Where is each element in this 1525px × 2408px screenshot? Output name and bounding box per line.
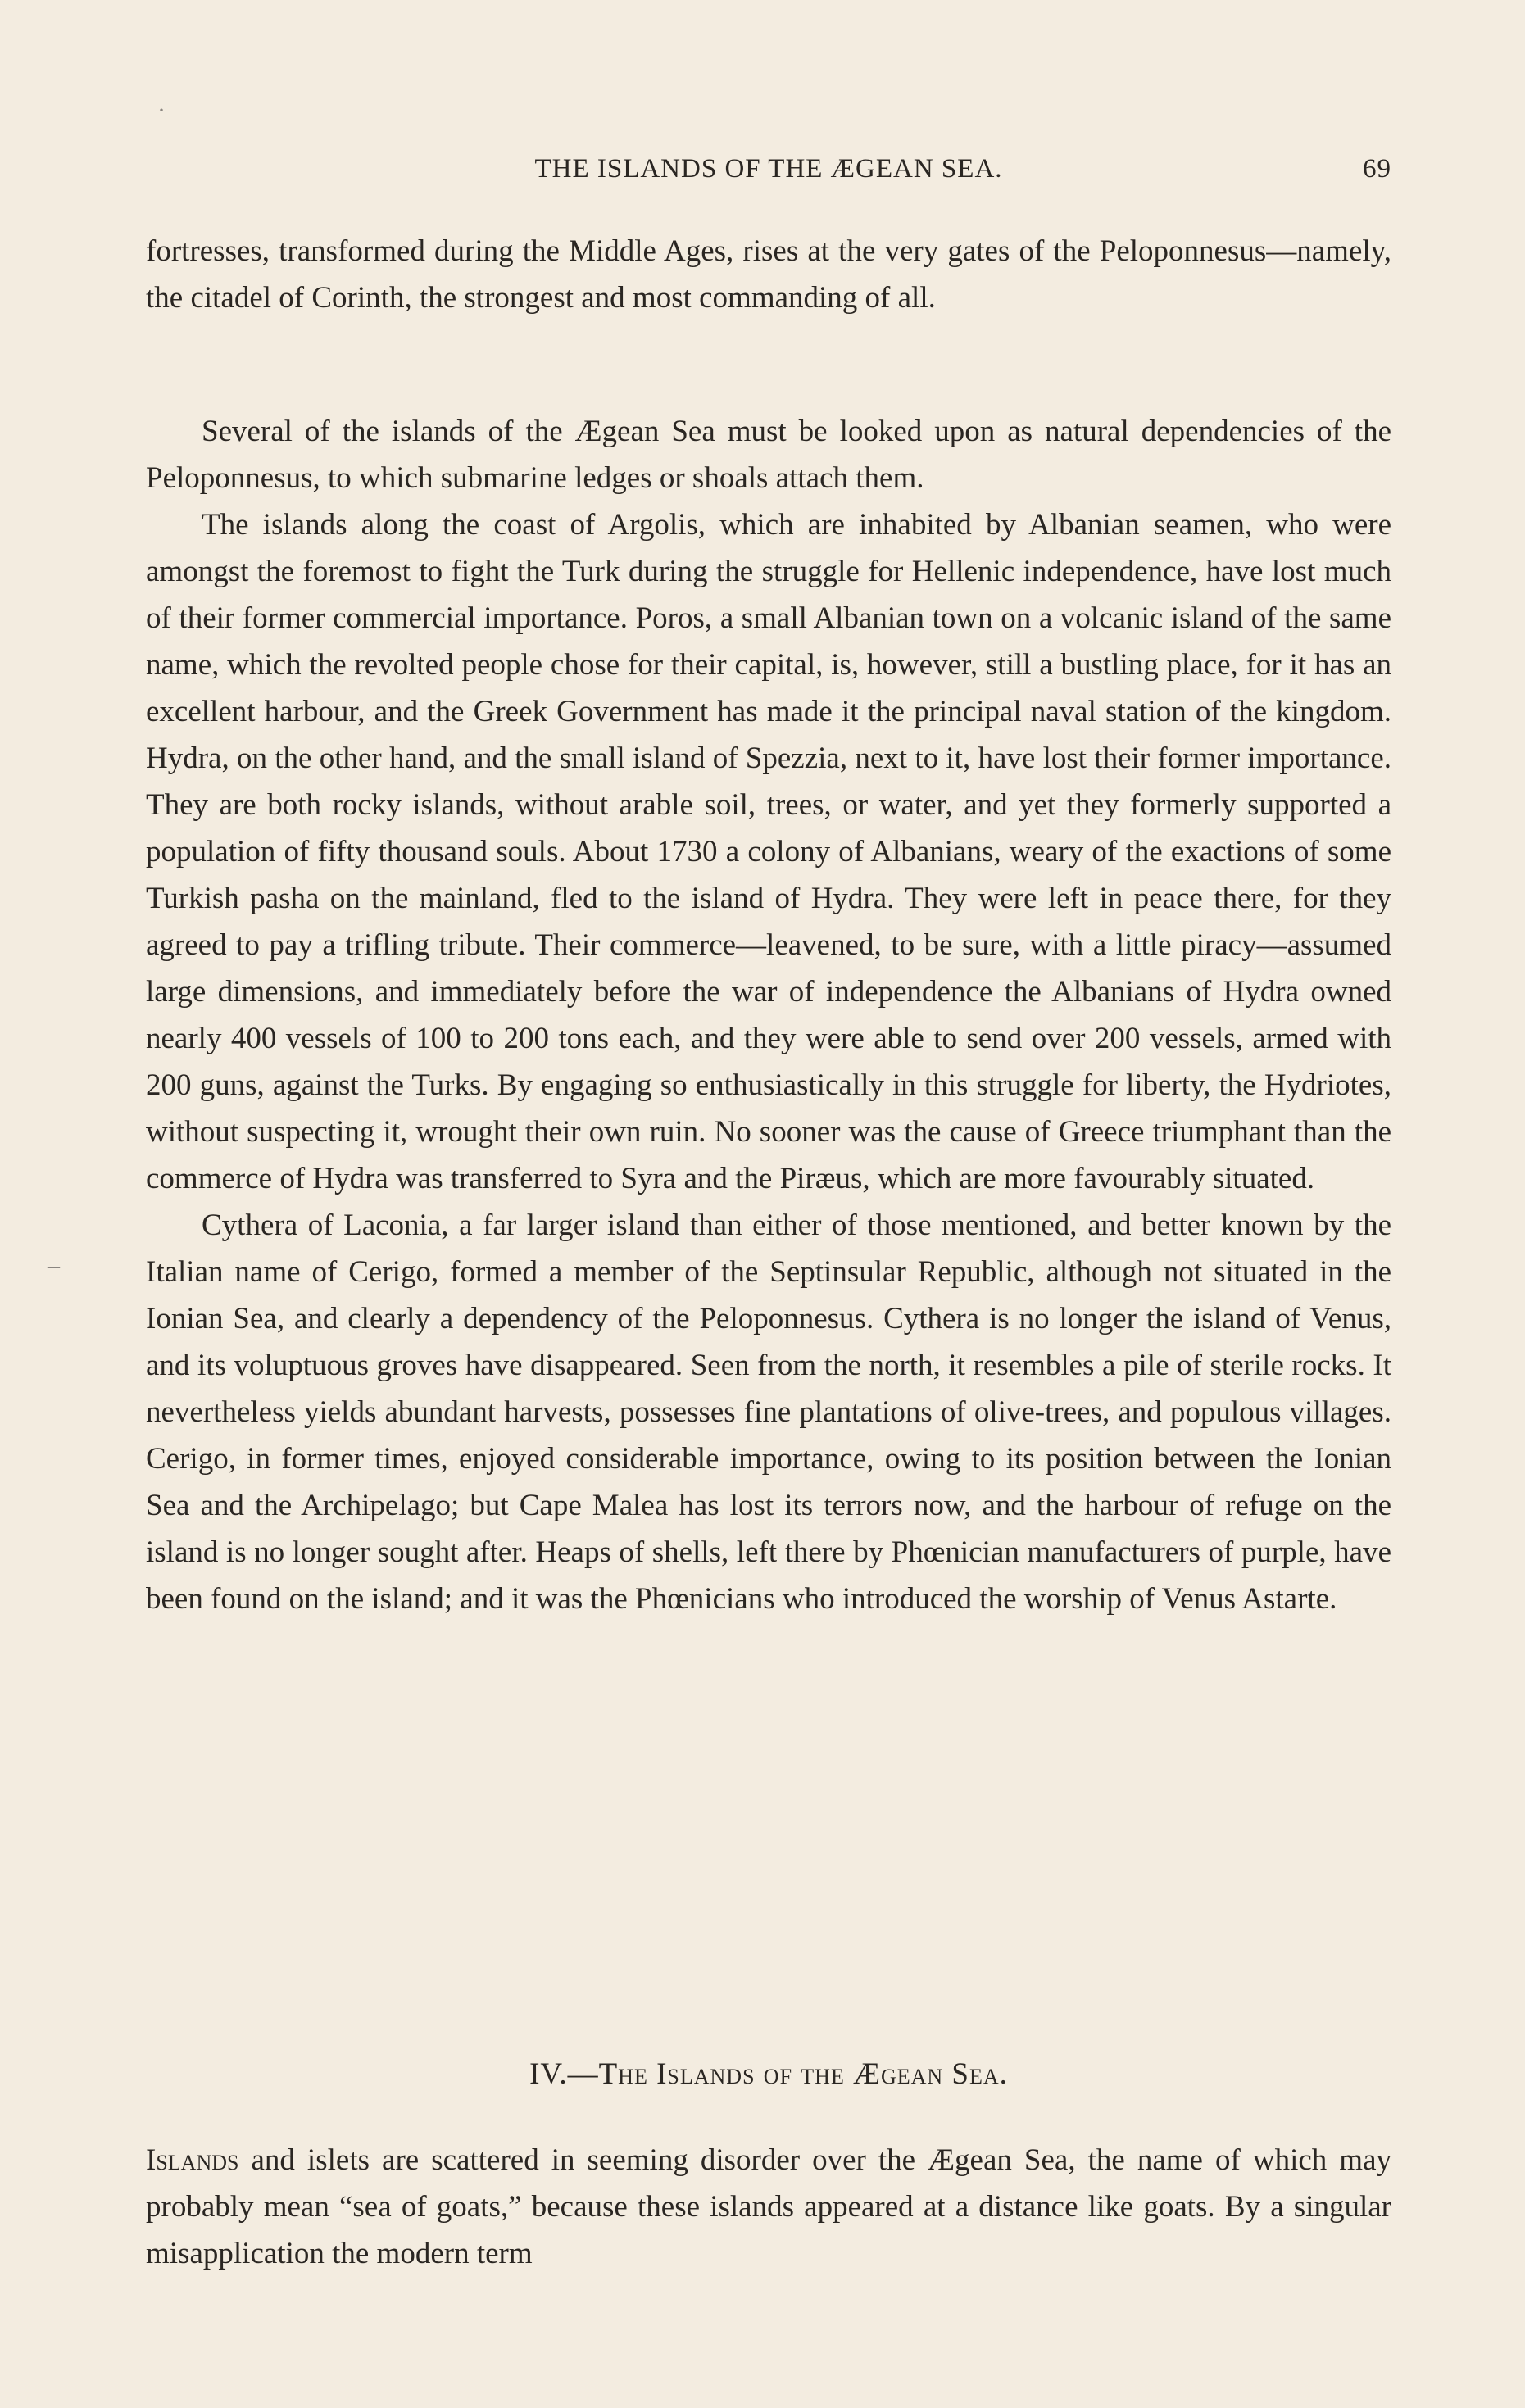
paragraph-argolis: The islands along the coast of Argolis, which are inhabited by Albanian seamen, who were amongst the foremost to fight the Turk during the struggle for Hellenic independence, have lost much of their former commercial importance. Poros, a small Albanian town on a volcanic island of the same name, which the revolted people chose for their capital, is, however, still a bustling place, for it has an excellent harbour, and the Greek Government has made it the principal naval station of the kingdom. Hydra, on the other hand, and the small island of Spezzia, next to it, have lost their former importance. They are both rocky islands, without arable soil, trees, or water, and yet they formerly supported a population of fifty thousand souls. About 1730 a colony of Albanians, weary of the exactions of some Turkish pasha on the mainland, fled to the island of Hydra. They were left in peace there, for they agreed to pay a trifling tribute. Their commerce—leavened, to be sure, with a little piracy—assumed large dimensions, and immediately before the war of independence the Albanians of Hydra owned nearly 400 vessels of 100 to 200 tons each, and they were able to send over 200 vessels, armed with 200 guns, against the Turks. By engaging so enthusiastically in this struggle for liberty, the Hydriotes, without suspecting it, wrought their own ruin. No sooner was the cause of Greece triumphant than the commerce of Hydra was transferred to Syra and the Piræus, which are more favourably situated.: [146, 508, 1391, 1195]
continuation-paragraph: fortresses, transformed during the Middle Ages, rises at the very gates of the Peloponnesus—namely, the citadel of Corinth, the strongest and most commanding of all.: [146, 234, 1391, 315]
margin-mark: –: [48, 1252, 60, 1279]
body-text: [146, 408, 1391, 1622]
section-heading: IV.—The Islands of the Ægean Sea.: [529, 2057, 1008, 2091]
margin-speck: ·: [157, 97, 166, 124]
section-text: [146, 2137, 1391, 2277]
running-title: THE ISLANDS OF THE ÆGEAN SEA.: [534, 154, 1003, 184]
running-header: [146, 154, 1391, 195]
lead-rest: and islets are scattered in seeming disorder over the Ægean Sea, the name of which may probably mean “sea of goats,” because these islands appeared at a distance like goats. By a singular misapplication the modern term: [146, 2143, 1391, 2270]
paragraph-dependencies: Several of the islands of the Ægean Sea must be looked upon as natural dependencies of the Peloponnesus, to which submarine ledges or shoals attach them.: [146, 415, 1391, 495]
continuation-text: [146, 228, 1391, 321]
page-number: 69: [1363, 154, 1391, 184]
lead-word: Islands: [146, 2143, 239, 2177]
paragraph-cythera: Cythera of Laconia, a far larger island than either of those mentioned, and better known by the Italian name of Cerigo, formed a member of the Septinsular Republic, although not situated in the Ionian Sea, and clearly a dependency of the Peloponnesus. Cythera is no longer the island of Venus, and its voluptuous groves have disappeared. Seen from the north, it resembles a pile of sterile rocks. It nevertheless yields abundant harvests, possesses fine plantations of olive-trees, and populous villages. Cerigo, in former times, enjoyed considerable importance, owing to its position between the Ionian Sea and the Archipelago; but Cape Malea has lost its terrors now, and the harbour of refuge on the island is no longer sought after. Heaps of shells, left there by Phœnician manufacturers of purple, have been found on the island; and it was the Phœnicians who introduced the worship of Venus Astarte.: [146, 1209, 1391, 1616]
section-paragraph: [146, 2137, 1391, 2277]
